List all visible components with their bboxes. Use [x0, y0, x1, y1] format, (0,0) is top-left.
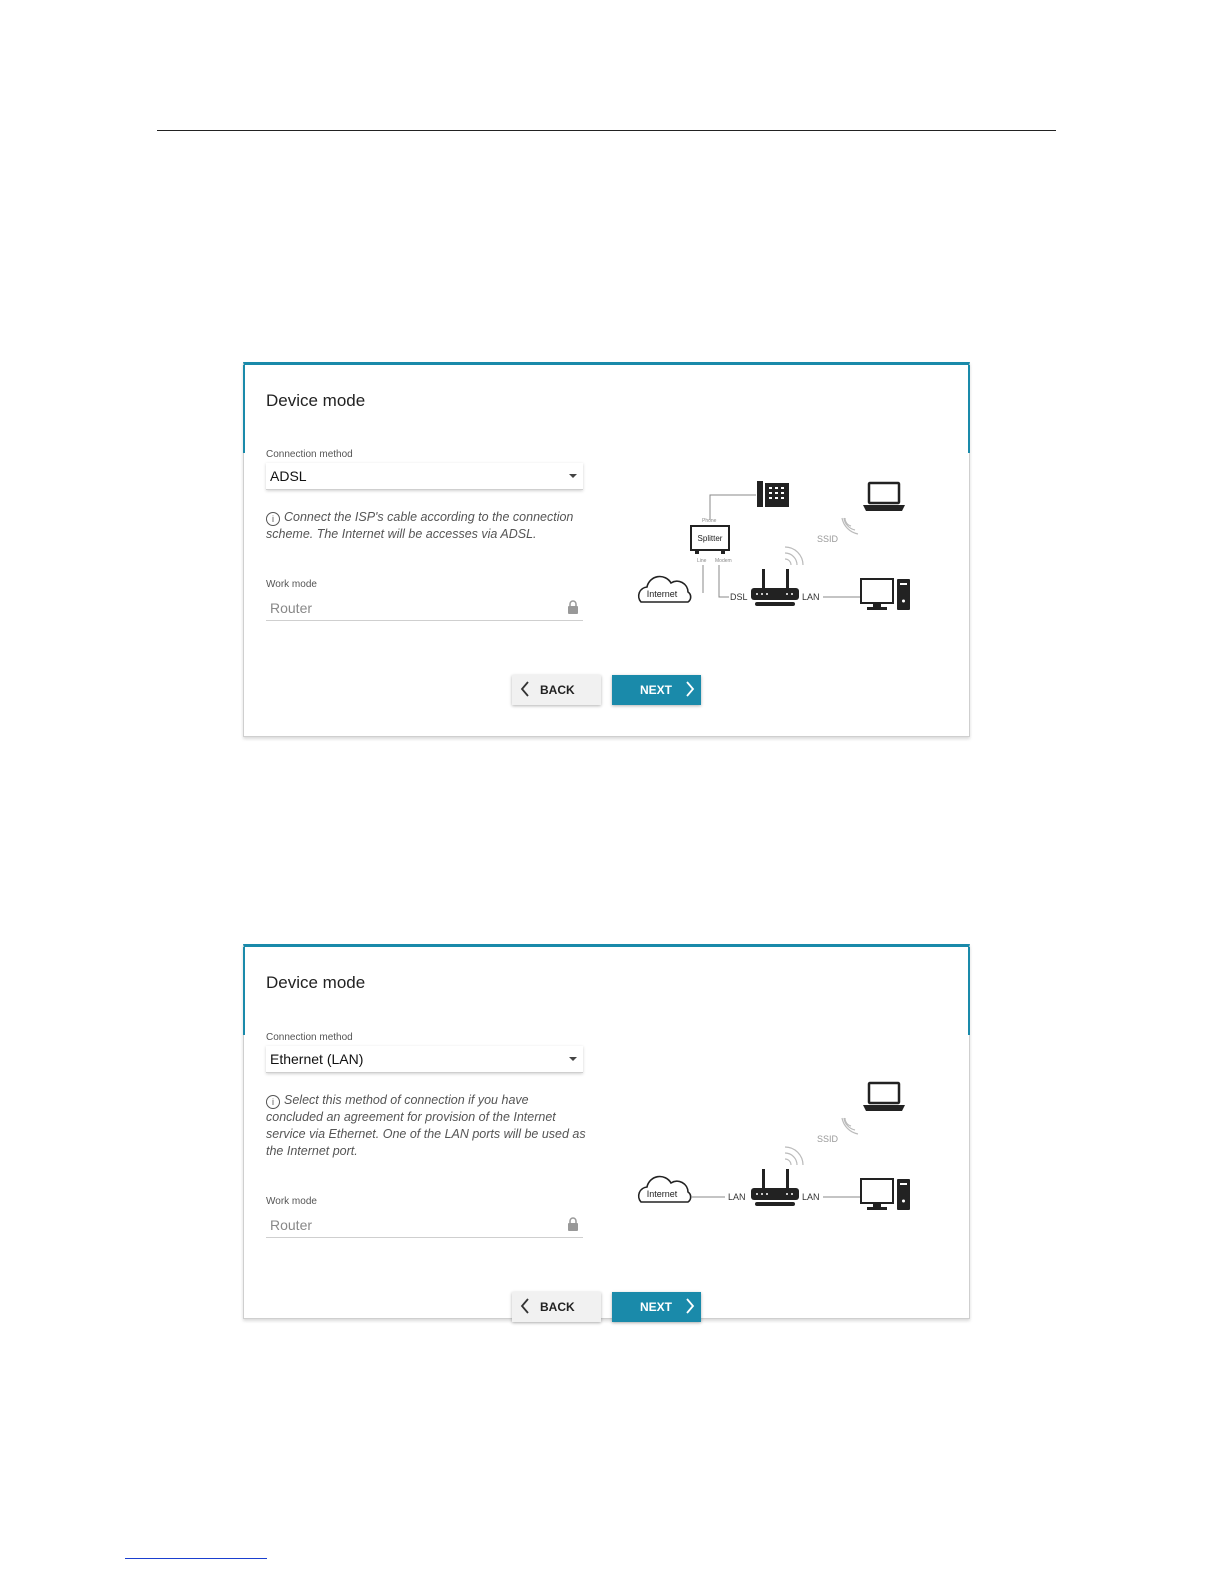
panel-title: Device mode	[266, 973, 366, 992]
cloud-icon	[639, 1177, 691, 1202]
cloud-icon	[639, 577, 691, 602]
connection-method-value: Ethernet (LAN)	[270, 1051, 364, 1067]
connection-method-select[interactable]	[266, 1046, 583, 1073]
work-mode-field	[266, 1211, 583, 1238]
phone-icon	[757, 481, 789, 507]
work-mode-label: Work mode	[266, 1196, 317, 1207]
ssid-label: SSID	[817, 1134, 839, 1144]
wifi-icon	[785, 1147, 803, 1165]
back-button[interactable]	[512, 675, 601, 705]
modem-port-label: Modem	[715, 558, 732, 564]
panel-title: Device mode	[266, 391, 366, 410]
connection-method-value: ADSL	[270, 468, 307, 484]
adsl-connection-diagram	[629, 465, 929, 615]
wifi-signal-icon	[842, 518, 858, 534]
splitter-label: Splitter	[697, 534, 723, 543]
chevron-left-icon	[519, 680, 531, 698]
back-label: BACK	[540, 683, 575, 697]
ethernet-connection-diagram	[629, 1065, 929, 1215]
line-port-label: Line	[697, 558, 707, 564]
chevron-right-icon	[684, 1297, 696, 1315]
info-text	[266, 509, 588, 543]
lan-right-label: LAN	[802, 1192, 820, 1202]
connection-method-select[interactable]	[266, 463, 583, 490]
internet-label: Internet	[646, 1189, 678, 1199]
router-icon	[751, 1169, 799, 1206]
lan-label: LAN	[802, 592, 820, 602]
wifi-icon	[785, 547, 803, 565]
next-button[interactable]	[612, 1292, 701, 1322]
internet-label: Internet	[646, 589, 678, 599]
lock-icon	[567, 600, 579, 614]
info-icon: i	[266, 512, 280, 526]
page-top-rule	[157, 130, 1056, 131]
work-mode-value: Router	[270, 1217, 313, 1233]
next-label: NEXT	[640, 1300, 673, 1314]
next-button[interactable]	[612, 675, 701, 705]
info-text	[266, 1092, 588, 1160]
work-mode-field	[266, 594, 583, 621]
work-mode-value: Router	[270, 600, 313, 616]
splitter-icon	[691, 526, 729, 554]
back-button[interactable]	[512, 1292, 601, 1322]
info-icon: i	[266, 1095, 280, 1109]
info-text-content: Select this method of connection if you have concluded an agreement for provision of the Internet service via Ethernet. One of the LAN ports will be used as the Internet port.	[266, 1093, 586, 1158]
phone-port-label: Phone	[702, 518, 717, 524]
lock-icon	[567, 1217, 579, 1231]
dsl-label: DSL	[730, 592, 748, 602]
wifi-signal-icon	[842, 1118, 858, 1134]
router-icon	[751, 569, 799, 606]
work-mode-label: Work mode	[266, 579, 317, 590]
device-mode-panel-adsl	[243, 362, 970, 737]
chevron-down-icon	[569, 474, 577, 478]
chevron-left-icon	[519, 1297, 531, 1315]
lan-left-label: LAN	[728, 1192, 746, 1202]
ssid-label: SSID	[817, 534, 839, 544]
desktop-computer-icon	[861, 579, 910, 610]
chevron-right-icon	[684, 680, 696, 698]
chevron-down-icon	[569, 1057, 577, 1061]
desktop-computer-icon	[861, 1179, 910, 1210]
back-label: BACK	[540, 1300, 575, 1314]
device-mode-panel-ethernet	[243, 944, 970, 1319]
info-text-content: Connect the ISP's cable according to the connection scheme. The Internet will be accesses via ADSL.	[266, 510, 574, 541]
laptop-icon	[863, 1083, 905, 1111]
connection-method-label: Connection method	[266, 449, 353, 460]
connection-method-label: Connection method	[266, 1032, 353, 1043]
laptop-icon	[863, 483, 905, 511]
next-label: NEXT	[640, 683, 673, 697]
footnote-rule	[125, 1558, 267, 1559]
